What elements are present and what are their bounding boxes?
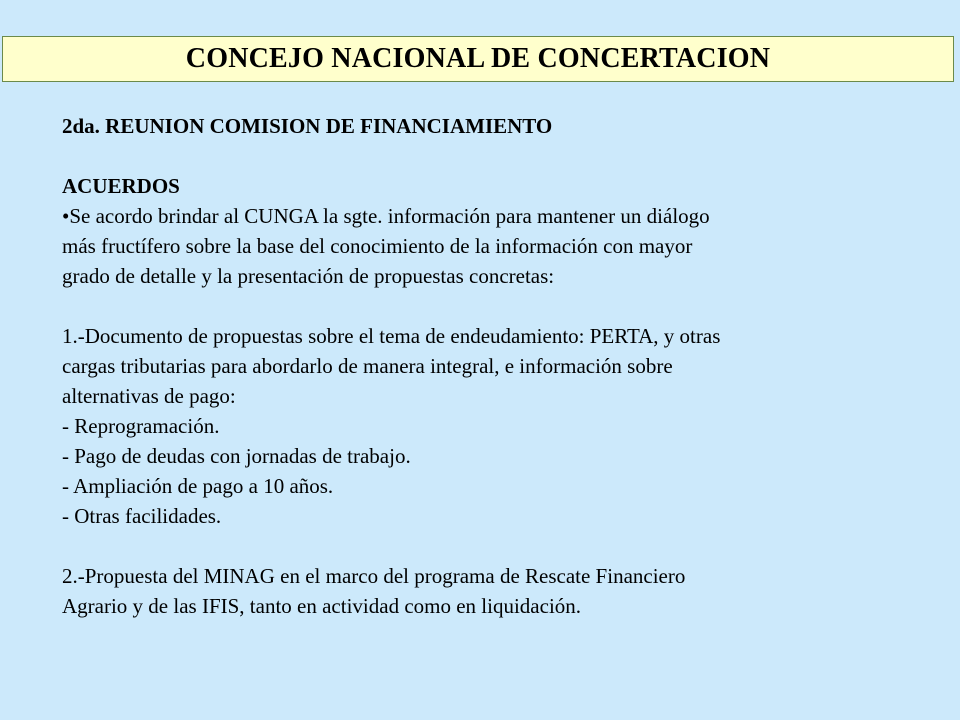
meeting-subtitle: 2da. REUNION COMISION DE FINANCIAMIENTO [62,114,553,138]
spacer [62,531,942,561]
list-item: - Pago de deudas con jornadas de trabajo. [62,444,411,468]
item-1-option-list [62,411,942,531]
intro-line: grado de detalle y la presentación de propuestas concretas: [62,264,555,288]
item-1-line: cargas tributarias para abordarlo de manera integral, e información sobre [62,354,673,378]
spacer [62,141,942,171]
item-2-paragraph [62,561,942,621]
section-heading: ACUERDOS [62,174,180,198]
intro-paragraph [62,201,942,291]
item-1-line: 1.-Documento de propuestas sobre el tema de endeudamiento: PERTA, y otras [62,324,721,348]
slide-title: CONCEJO NACIONAL DE CONCERTACION [185,43,771,74]
list-item: - Otras facilidades. [62,504,222,528]
list-item: - Reprogramación. [62,414,220,438]
intro-line: •Se acordo brindar al CUNGA la sgte. información para mantener un diálogo [62,204,710,228]
intro-line: más fructífero sobre la base del conocimiento de la información con mayor [62,234,693,258]
list-item: - Ampliación de pago a 10 años. [62,474,334,498]
item-1-paragraph [62,321,942,411]
slide-body [62,111,942,621]
item-2-line: 2.-Propuesta del MINAG en el marco del programa de Rescate Financiero [62,564,686,588]
item-2-line: Agrario y de las IFIS, tanto en actividad como en liquidación. [62,594,582,618]
item-1-line: alternativas de pago: [62,384,236,408]
title-banner [2,36,954,82]
spacer [62,291,942,321]
